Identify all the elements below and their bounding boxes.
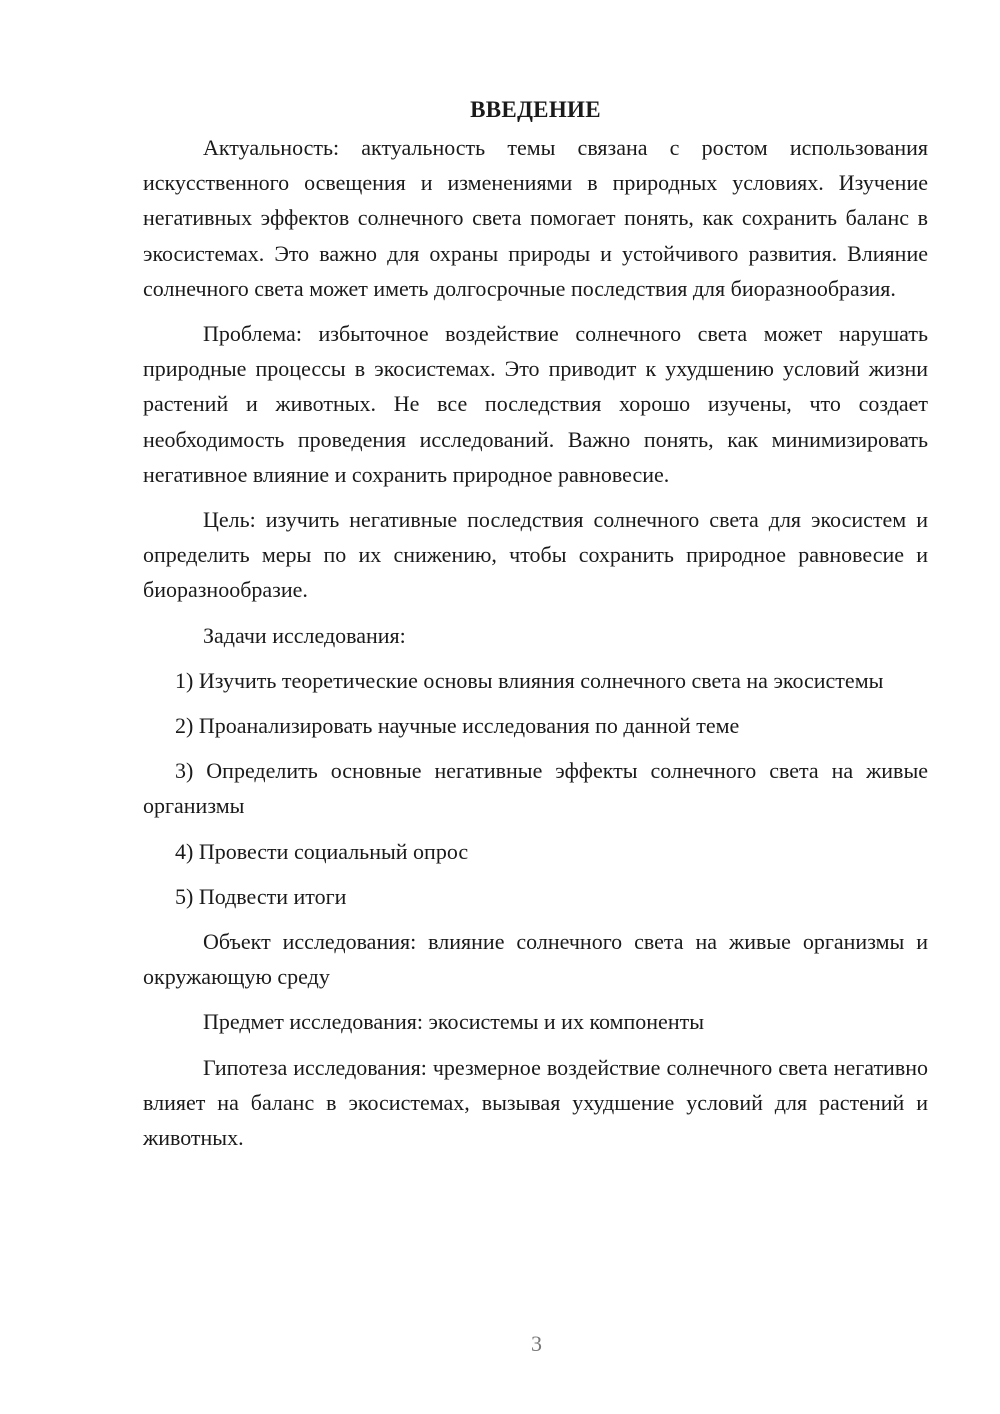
- task-item-2: 2) Проанализировать научные исследования по данной теме: [175, 713, 740, 739]
- goal-paragraph: Цель: изучить негативные последствия солнечного света для экосистем и определить меры по их снижению, чтобы сохранить природное равновесие и биоразнообразие.: [143, 507, 928, 603]
- object-paragraph: Объект исследования: влияние солнечного света на живые организмы и окружающую среду: [143, 929, 928, 990]
- section-title: ВВЕДЕНИЕ: [470, 97, 601, 122]
- task-item-4: 4) Провести социальный опрос: [175, 838, 469, 864]
- page-number: 3: [531, 1331, 542, 1356]
- document-page: [143, 92, 928, 1165]
- hypothesis-paragraph: Гипотеза исследования: чрезмерное воздействие солнечного света негативно влияет на баланс в экосистемах, вызывая ухудшение условий для растений и животных.: [143, 1054, 928, 1151]
- relevance-paragraph: Актуальность: актуальность темы связана с ростом использования искусственного освещения и изменениями в природных условиях. Изучение негативных эффектов солнечного света помогает понять, как сохранить баланс в экосистемах. Это важно для охраны природы и устойчивого развития. Влияние солнечного света может иметь долгосрочные последствия для биоразнообразия.: [143, 135, 928, 301]
- tasks-heading: Задачи исследования:: [203, 622, 406, 648]
- tasks-list: [143, 663, 928, 914]
- task-item-1: 1) Изучить теоретические основы влияния солнечного света на экосистемы: [175, 667, 884, 693]
- task-item-3: 3) Определить основные негативные эффекты солнечного света на живые организмы: [143, 758, 928, 819]
- task-item-5: 5) Подвести итоги: [175, 883, 347, 909]
- problem-paragraph: Проблема: избыточное воздействие солнечного света может нарушать природные процессы в экосистемах. Это приводит к ухудшению условий жизни растений и животных. Не все последствия хорошо изучены, что создает необходимость проведения исследований. Важно понять, как минимизировать негативное влияние и сохранить природное равновесие.: [143, 321, 928, 487]
- subject-paragraph: Предмет исследования: экосистемы и их компоненты: [203, 1009, 704, 1035]
